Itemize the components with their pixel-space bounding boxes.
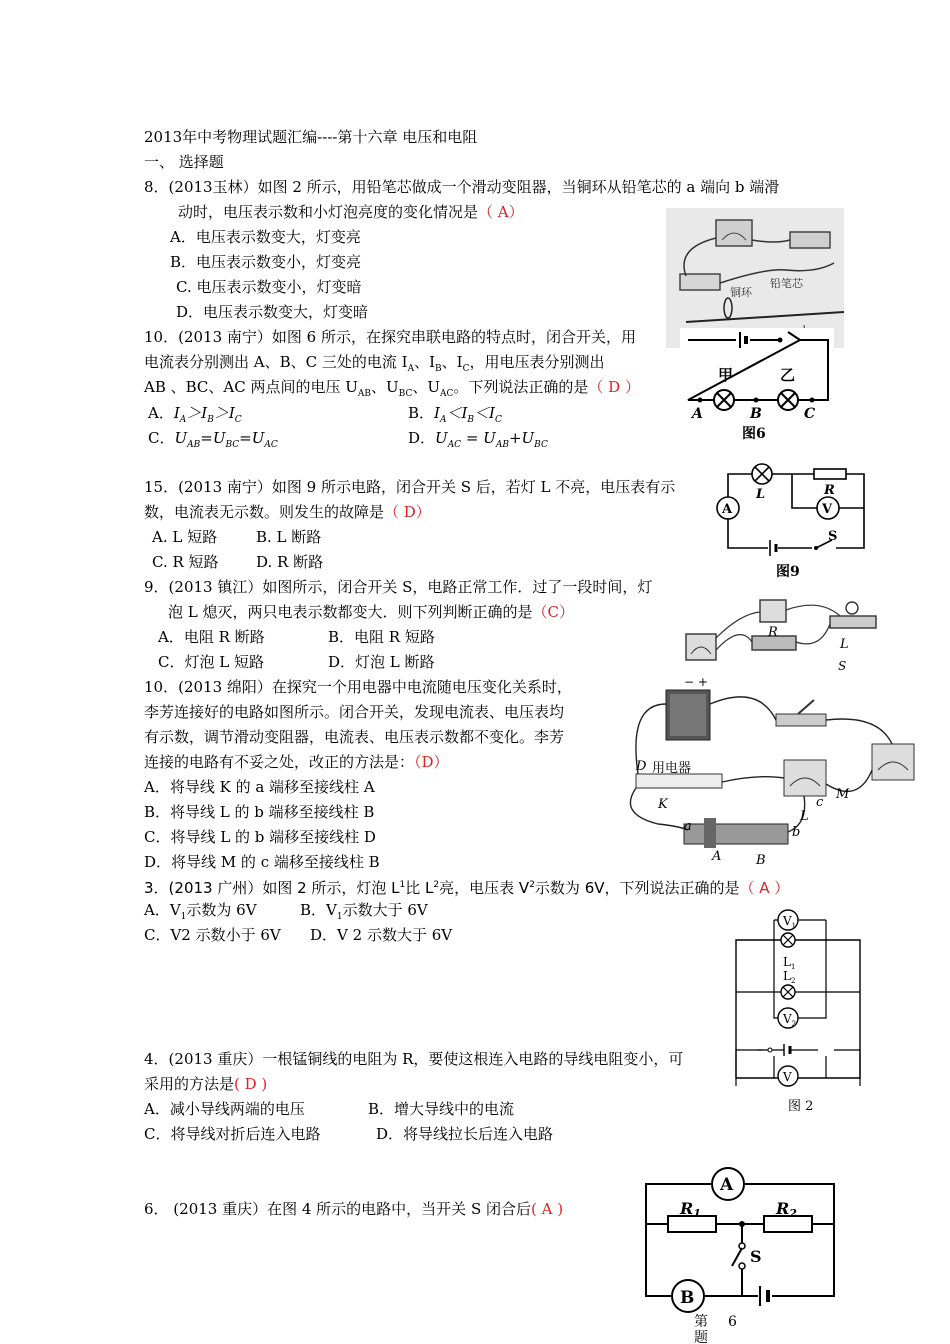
q8-line2: 动时，电压表示数和小灯泡亮度的变化情况是（ A） xyxy=(178,203,524,221)
q10a-line2: 电流表分别测出 A、B、C 三处的电流 $I_A$、$I_B$、$I_C$，用电压表分别测出 xyxy=(144,353,605,374)
q4-line2: 采用的方法是( D ) xyxy=(144,1075,268,1093)
q3-option-a: A．$V_1$示数为 6V xyxy=(144,901,257,922)
q15-option-d: D. R 断路 xyxy=(256,553,324,571)
q15-answer: （ D） xyxy=(384,503,431,521)
q8-answer: （ A） xyxy=(478,203,524,221)
q3-option-c: C．V2 示数小于 6V xyxy=(144,926,281,944)
q10b-option-d: D．将导线 M 的 c 端移至接线柱 B xyxy=(144,853,380,871)
q15-fig-ammeter: A xyxy=(722,502,733,517)
q10a-fig-a: A xyxy=(692,406,703,422)
q10b-fig-l: L xyxy=(800,809,809,824)
q10b-option-b: B．将导线 L 的 b 端移至接线柱 B xyxy=(144,803,375,821)
q3-fig-l1: $L_1$ xyxy=(783,955,796,971)
q15-line2: 数，电流表无示数。则发生的故障是（ D） xyxy=(144,503,431,521)
q10a-line1: 10．(2013 南宁）如图 6 所示，在探究串联电路的特点时，闭合开关，用 xyxy=(144,328,636,346)
q9-fig-r: R xyxy=(768,625,778,640)
q3-fig-l2: $L_2$ xyxy=(783,969,796,985)
q10a-option-c: C．$U_{AB}=U_{BC}=U_{AC}$ xyxy=(148,429,278,450)
q8-option-d: D．电压表示数变大，灯变暗 xyxy=(176,303,369,321)
q3-fig-v: V xyxy=(783,1070,792,1084)
q10b-option-a: A．将导线 K 的 a 端移至接线柱 A xyxy=(144,778,375,796)
q8-line1: 8．(2013玉林）如图 2 所示，用铅笔芯做成一个滑动变阻器，当铜环从铅笔芯的 a 端向 b 端滑 xyxy=(144,178,780,196)
q9-fig-l: L xyxy=(840,637,849,652)
q15-fig-l: L xyxy=(756,487,766,502)
q6-line1: 6． (2013 重庆）在图 4 所示的电路中，当开关 S 闭合后( A ) xyxy=(144,1200,564,1218)
q8-fig-lead-label: 铅笔芯 xyxy=(770,277,803,290)
q3-line1: 3．(2013 广州）如图 2 所示，灯泡 $L^1$比 $L^2$亮，电压表 $V^2$示数为 6V，下列说法正确的是（ A ） xyxy=(144,879,790,897)
q4-option-a: A．减小导线两端的电压 xyxy=(144,1100,305,1118)
q4-line1: 4．(2013 重庆）一根锰铜线的电阻为 R，要使这根连入电路的导线电阻变小，可 xyxy=(144,1050,684,1068)
q10a-line3: AB 、BC、AC 两点间的电压 $U_{AB}$、$U_{BC}$、$U_{AC}$。下列说法正确的是（ D ） xyxy=(144,378,640,399)
q3-option-d: D．V 2 示数大于 6V xyxy=(310,926,453,944)
q3-fig-v1: $V_1$ xyxy=(783,914,797,930)
q6-fig-ammeter: A xyxy=(720,1175,734,1195)
q10b-fig-b-small: b xyxy=(792,825,801,840)
page-title: 2013年中考物理试题汇编----第十六章 电压和电阻 xyxy=(144,128,478,146)
q10b-fig-a: A xyxy=(712,849,722,864)
q6-fig-switch: S xyxy=(750,1247,762,1266)
q10b-fig-device: 用电器 xyxy=(652,761,692,776)
q10b-fig-k: K xyxy=(658,797,668,812)
q15-line1: 15．(2013 南宁）如图 9 所示电路，闭合开关 S 后，若灯 L 不亮，电压表有示 xyxy=(144,478,676,496)
q15-fig-voltmeter: V xyxy=(822,502,833,517)
q10b-fig-m: M xyxy=(836,787,850,802)
section-heading: 一、 选择题 xyxy=(144,153,224,171)
q15-option-c: C. R 短路 xyxy=(152,553,219,571)
q9-option-b: B．电阻 R 短路 xyxy=(328,628,435,646)
q6-answer: ( A ) xyxy=(531,1200,564,1218)
q4-option-c: C．将导线对折后连入电路 xyxy=(144,1125,321,1143)
q9-line1: 9．(2013 镇江）如图所示，闭合开关 S，电路正常工作．过了一段时间，灯 xyxy=(144,578,653,596)
q6-fig-r2: R2 xyxy=(776,1199,797,1220)
q10b-answer: （D） xyxy=(414,753,449,771)
q10b-figure xyxy=(618,674,918,870)
q6-fig-caption-2: 6 xyxy=(728,1314,737,1330)
q8-figure xyxy=(666,208,844,348)
q9-figure xyxy=(680,594,880,670)
q8-option-b: B．电压表示数变小，灯变亮 xyxy=(170,253,362,271)
q10b-fig-d: D xyxy=(636,759,647,774)
q10a-fig-jia: 甲 xyxy=(718,366,734,384)
q3-option-b: B．$V_1$示数大于 6V xyxy=(300,901,428,922)
q10b-line1: 10．(2013 绵阳）在探究一个用电器中电流随电压变化关系时， xyxy=(144,678,572,696)
q10b-line4: 连接的电路有不妥之处，改正的方法是：（D） xyxy=(144,753,449,771)
q10a-fig-b: B xyxy=(750,406,762,422)
q15-option-b: B. L 断路 xyxy=(256,528,322,546)
q10a-option-a: A．$I_A>I_B>I_C$ xyxy=(148,404,242,425)
q6-figure xyxy=(636,1160,836,1344)
q9-answer: （C） xyxy=(532,603,574,621)
q10a-fig-yi: 乙 xyxy=(780,366,796,384)
q15-fig-switch: S xyxy=(828,529,838,544)
q9-option-d: D．灯泡 L 断路 xyxy=(328,653,435,671)
q6-fig-caption-1: 第 xyxy=(694,1314,708,1330)
q4-option-d: D．将导线拉长后连入电路 xyxy=(376,1125,554,1143)
q9-fig-s: S xyxy=(838,659,847,670)
q3-fig-caption: 图 2 xyxy=(788,1099,814,1114)
q6-fig-caption-3: 题 xyxy=(694,1330,708,1344)
q10a-option-b: B．$I_A<I_B<I_C$ xyxy=(408,404,502,425)
q3-answer: （ A ） xyxy=(739,879,790,897)
q10a-answer: （ D ） xyxy=(588,378,640,396)
q8-fig-copper-label: 铜环 xyxy=(730,286,752,299)
q10a-option-d: D．$U_{AC} = U_{AB}+U_{BC}$ xyxy=(408,429,548,450)
q10b-option-c: C．将导线 L 的 b 端移至接线柱 D xyxy=(144,828,376,846)
q15-fig-r: R xyxy=(824,483,835,498)
q10a-figure xyxy=(680,328,834,446)
q8-option-a: A．电压表示数变大，灯变亮 xyxy=(170,228,361,246)
q9-option-c: C．灯泡 L 短路 xyxy=(158,653,264,671)
q6-fig-bulb: B xyxy=(680,1288,695,1308)
q10b-line2: 李芳连接好的电路如图所示。闭合开关，发现电流表、电压表均 xyxy=(144,703,565,721)
q9-line2: 泡 L 熄灭，两只电表示数都变大．则下列判断正确的是（C） xyxy=(168,603,574,621)
q9-option-a: A．电阻 R 断路 xyxy=(158,628,265,646)
q10b-fig-a-small: a xyxy=(684,819,692,834)
q10b-fig-c-small: c xyxy=(816,795,824,810)
q15-fig-caption: 图9 xyxy=(776,564,800,580)
q10a-fig-caption: 图6 xyxy=(742,426,766,442)
q10a-fig-c: C xyxy=(804,406,816,422)
q3-fig-v2: $V_2$ xyxy=(783,1012,797,1028)
q4-answer: ( D ) xyxy=(234,1075,268,1093)
q4-option-b: B．增大导线中的电流 xyxy=(368,1100,515,1118)
svg-text:− +: − + xyxy=(684,675,708,689)
q6-fig-r1: R1 xyxy=(680,1199,701,1220)
q3-figure xyxy=(728,900,868,1116)
q15-figure xyxy=(712,458,872,584)
q8-option-c: C. 电压表示数变小，灯变暗 xyxy=(176,278,362,296)
q10b-line3: 有示数，调节滑动变阻器，电流表、电压表示数都不变化。李芳 xyxy=(144,728,565,746)
q15-option-a: A. L 短路 xyxy=(152,528,218,546)
q10b-fig-b: B xyxy=(756,853,766,868)
